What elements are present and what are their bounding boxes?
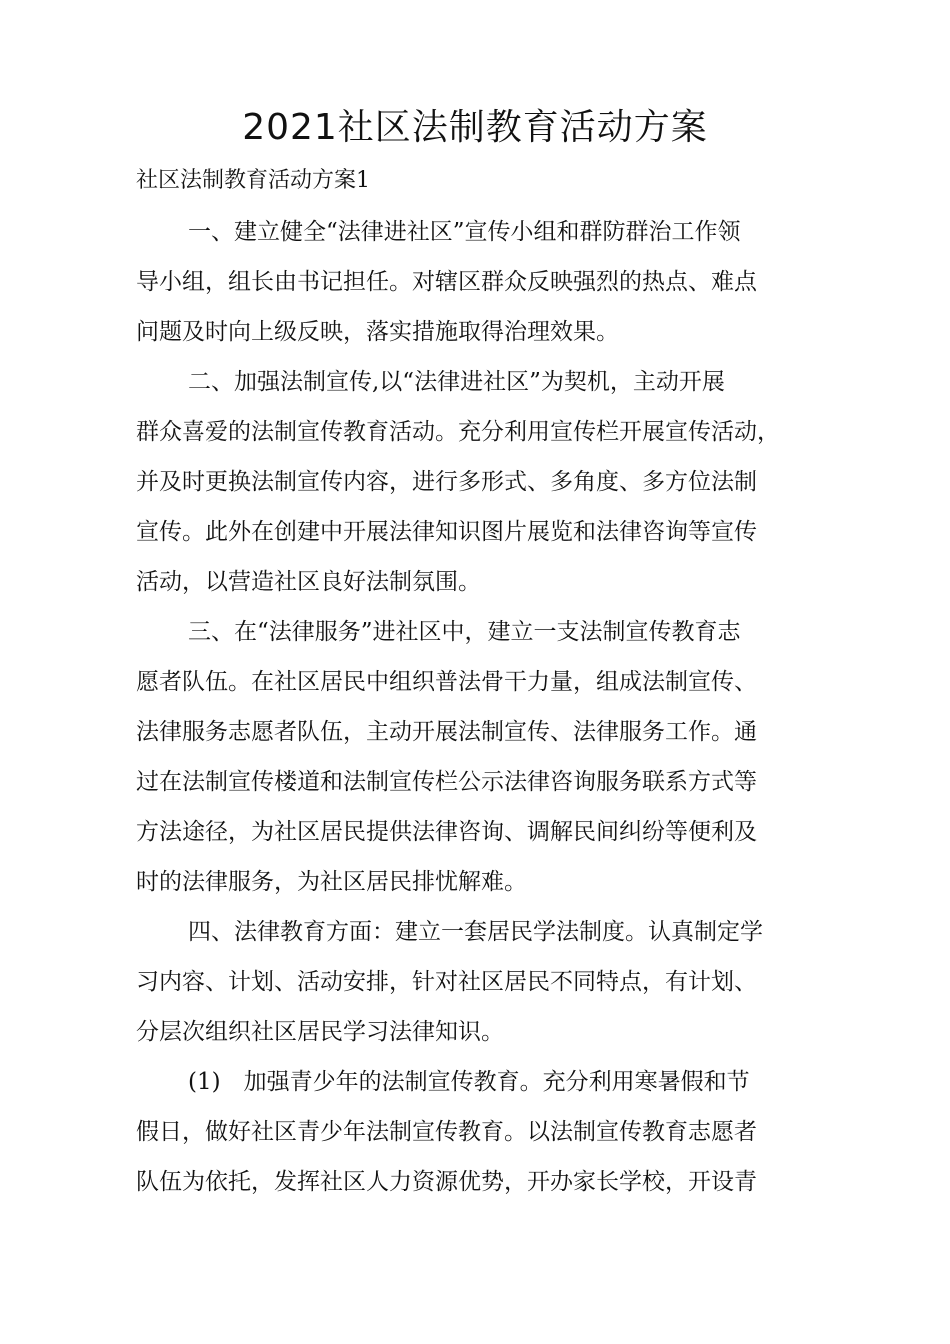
paragraph-2-line-2: 群众喜爱的法制宣传教育活动。充分利用宣传栏开展宣传活动， <box>136 419 780 445</box>
paragraph-2-line-5: 活动，以营造社区良好法制氛围。 <box>136 569 481 595</box>
paragraph-5-line-2: 假日，做好社区青少年法制宣传教育。以法制宣传教育志愿者 <box>136 1119 757 1145</box>
paragraph-3-line-4: 过在法制宣传楼道和法制宣传栏公示法律咨询服务联系方式等 <box>136 769 757 795</box>
paragraph-2-line-3: 并及时更换法制宣传内容，进行多形式、多角度、多方位法制 <box>136 469 757 495</box>
paragraph-2-line-1: 二、加强法制宣传,以“法律进社区”为契机，主动开展 <box>188 369 725 395</box>
document-title: 2021社区法制教育活动方案 <box>242 107 708 148</box>
paragraph-3-line-2: 愿者队伍。在社区居民中组织普法骨干力量，组成法制宣传、 <box>136 669 757 695</box>
paragraph-1-line-3: 问题及时向上级反映，落实措施取得治理效果。 <box>136 319 619 345</box>
paragraph-3-line-3: 法律服务志愿者队伍，主动开展法制宣传、法律服务工作。通 <box>136 719 757 745</box>
paragraph-1-line-2: 导小组，组长由书记担任。对辖区群众反映强烈的热点、难点 <box>136 269 757 295</box>
paragraph-5-line-1: (1) 加强青少年的法制宣传教育。充分利用寒暑假和节 <box>188 1069 750 1095</box>
paragraph-3-line-1: 三、在“法律服务”进社区中，建立一支法制宣传教育志 <box>188 619 741 645</box>
paragraph-1-line-1: 一、建立健全“法律进社区”宣传小组和群防群治工作领 <box>188 219 741 245</box>
paragraph-4-line-1: 四、法律教育方面：建立一套居民学法制度。认真制定学 <box>188 919 763 945</box>
paragraph-4-line-2: 习内容、计划、活动安排，针对社区居民不同特点，有计划、 <box>136 969 757 995</box>
paragraph-3-line-5: 方法途径，为社区居民提供法律咨询、调解民间纠纷等便利及 <box>136 819 757 845</box>
paragraph-2-line-4: 宣传。此外在创建中开展法律知识图片展览和法律咨询等宣传 <box>136 519 757 545</box>
paragraph-4-line-3: 分层次组织社区居民学习法律知识。 <box>136 1019 504 1045</box>
document-subtitle: 社区法制教育活动方案1 <box>136 168 370 193</box>
paragraph-5-line-3: 队伍为依托，发挥社区人力资源优势，开办家长学校，开设青 <box>136 1169 757 1195</box>
paragraph-3-line-6: 时的法律服务，为社区居民排忧解难。 <box>136 869 527 895</box>
